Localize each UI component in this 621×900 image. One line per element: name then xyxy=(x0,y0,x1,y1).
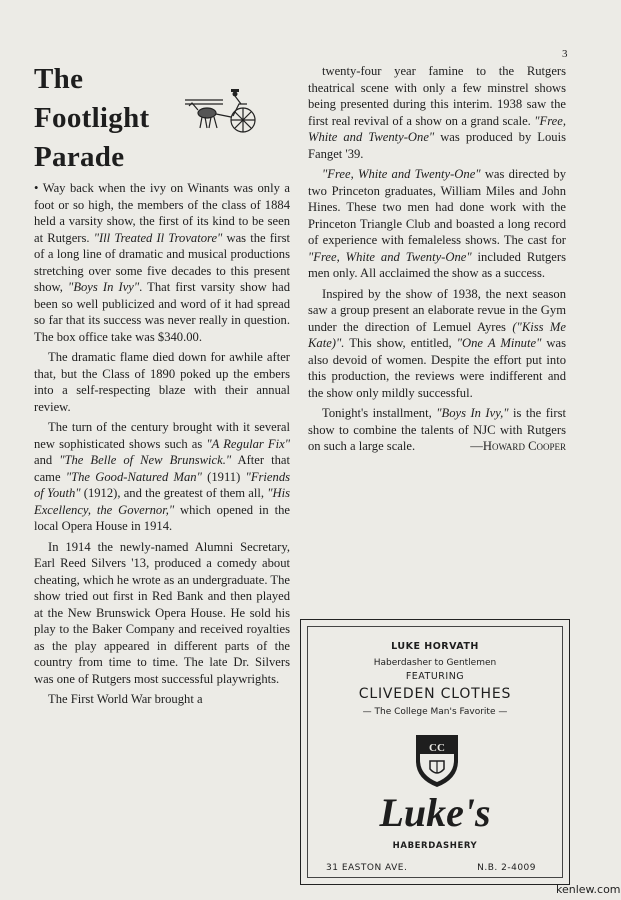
author-signature: —Howard Cooper xyxy=(470,439,566,453)
text-run: (1912), and the greatest of them all, xyxy=(80,486,268,500)
ad-owner: LUKE HORVATH xyxy=(391,641,479,652)
title-reference: "Boys In Ivy" xyxy=(68,280,140,294)
text-run: and xyxy=(34,453,60,467)
title-reference: "A Regular Fix" xyxy=(206,436,290,451)
ad-phone: N.B. 2-4009 xyxy=(477,863,536,873)
title-line-2: Footlight xyxy=(34,102,150,134)
luke-horvath-advertisement xyxy=(300,619,570,885)
text-run: Inspired by the show of 1938, the next season saw a group present an elaborate revue in the Gym under the direction of Lemuel Ayres xyxy=(308,286,566,334)
text-run: included Rutgers men only. All acclaimed the show as a success. xyxy=(308,249,566,280)
text-run: (1911) xyxy=(201,469,246,484)
text-run: The dramatic flame died down for awhile after that, but the Class of 1890 poked up the embers into a self-respecting blaze with their annual review. xyxy=(34,350,290,414)
text-run: was produced by Louis Fanget '39. xyxy=(308,130,566,161)
article-paragraph xyxy=(34,349,290,415)
article-paragraph xyxy=(308,405,566,455)
article-paragraph xyxy=(34,419,290,535)
text-run: In 1914 the newly-named Alumni Secretary, Earl Reed Silvers '13, produced a comedy about cheating, which he wrote as an undergraduate. The show tried out first in Red Bank and then played at the New Brunswick Opera House. He sold his play to the Baker Company and received royalties as the play appeared in different parts of the country from time to time. The late Dr. Silvers was one of Rutgers most successful playwrights. xyxy=(34,539,290,686)
text-run: was also devoid of women. Despite the effort put into this production, the reviews were indifferent and the show only mildly successful. xyxy=(308,336,567,400)
text-run: was the first of a long line of dramatic and musical productions stretching over some five decades to this present show, xyxy=(34,230,291,294)
text-run: After that came xyxy=(34,453,290,484)
ad-subtitle: Haberdasher to Gentlemen xyxy=(373,658,497,668)
ad-store-name: Luke's xyxy=(379,790,491,835)
title-reference: "Ill Treated Il Trovatore" xyxy=(93,230,223,245)
article-title xyxy=(34,60,184,177)
text-run: • Way back when the ivy on Winants was only a foot or so high, the members of the class of 1884 held a varsity show, the first of its kind to be seen at Rutgers. xyxy=(34,181,290,245)
title-reference: "The Good-Natured Man" xyxy=(65,469,202,484)
text-run: is the first show to combine the talents of NJC with Rutgers on such a large scale. xyxy=(308,406,566,453)
article-paragraph xyxy=(34,180,290,345)
text-run: . That first varsity show had been so well publicized and word of it had spread so far that its success was never really in question. The box office take was $340.00. xyxy=(34,280,290,344)
article-column-right xyxy=(308,63,566,459)
title-reference: ("Kiss Me Kate)". xyxy=(308,319,566,350)
text-run: which opened in the local Opera House in 1914. xyxy=(34,502,290,533)
ad-inner-border xyxy=(307,626,563,878)
ad-tagline: — The College Man's Favorite — xyxy=(362,707,508,717)
title-line-1: The xyxy=(34,63,84,95)
article-column-left xyxy=(34,180,290,712)
title-reference: "Free, White and Twenty-One" xyxy=(308,249,472,264)
title-reference: "Friends of Youth" xyxy=(34,469,291,500)
text-run: Tonight's installment, xyxy=(322,406,437,420)
text-run: This show, entitled, xyxy=(344,336,457,350)
text-run: twenty-four year famine to the Rutgers theatrical scene with only a few minstrel shows being presented during this interim. 1938 saw the first real revival of a show on a grand scale. xyxy=(308,64,566,128)
article-paragraph xyxy=(34,539,290,688)
article-paragraph xyxy=(308,166,566,282)
ad-store-type: HABERDASHERY xyxy=(392,841,478,851)
text-run: The turn of the century brought with it several new sophisticated shows such as xyxy=(34,420,290,451)
title-reference: "Boys In Ivy," xyxy=(436,406,509,420)
ad-address: 31 EASTON AVE. xyxy=(326,863,408,873)
page-number: 3 xyxy=(562,48,568,60)
title-reference: "Free, White and Twenty-One" xyxy=(308,113,566,144)
title-line-3: Parade xyxy=(34,141,125,173)
ad-featuring: FEATURING xyxy=(405,671,465,682)
title-reference: "One A Minute" xyxy=(456,336,542,350)
title-reference: "Free, White and Twenty-One" xyxy=(322,167,481,181)
article-paragraph xyxy=(308,286,566,402)
article-paragraph xyxy=(34,691,290,708)
article-paragraph xyxy=(308,63,566,162)
watermark: kenlew.com xyxy=(556,883,621,896)
title-reference: "His Excellency, the Governor," xyxy=(34,486,290,517)
title-reference: "The Belle of New Brunswick." xyxy=(59,453,232,467)
text-run: The First World War brought a xyxy=(48,692,203,706)
crest-icon xyxy=(412,731,462,789)
ad-brand: CLIVEDEN CLOTHES xyxy=(358,686,512,702)
crest-letters: CC xyxy=(429,742,445,754)
horse-carriage-illustration xyxy=(183,86,263,136)
text-run: was directed by two Princeton graduates, William Miles and John Hines. These two men had done work with the Princeton Triangle Club and boasted a long record of experience with femaleless shows. The cast for xyxy=(308,167,566,247)
